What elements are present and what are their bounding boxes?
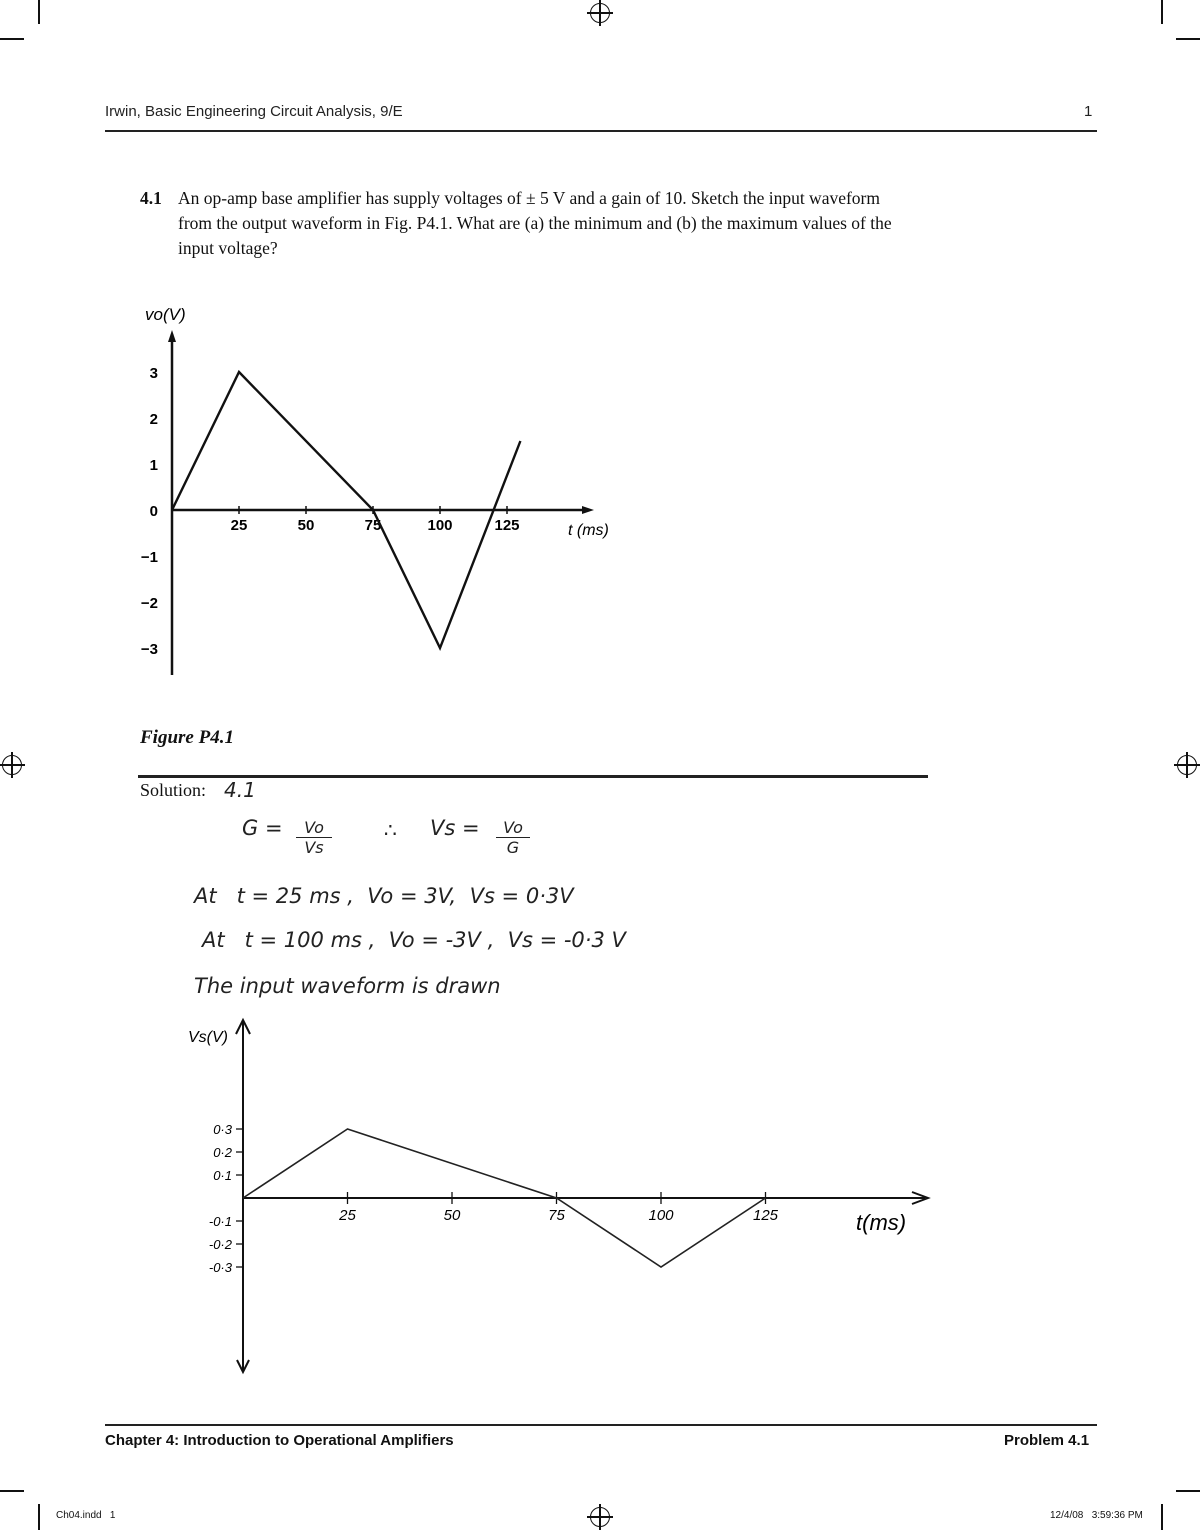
problem-number: 4.1 (140, 188, 162, 208)
solution-line-waveform: The input waveform is drawn (194, 974, 501, 998)
y-axis-label (145, 305, 186, 324)
solution-number: 4.1 (224, 778, 256, 802)
registration-mark-icon (1177, 755, 1197, 775)
x-tick-label: 100 (648, 1207, 674, 1224)
running-header: Irwin, Basic Engineering Circuit Analysis, 9/E (105, 103, 403, 120)
slug-filename: Ch04.indd 1 (56, 1510, 116, 1521)
registration-mark-icon (2, 755, 22, 775)
equation-input (430, 816, 480, 840)
equation-input-denominator: G (506, 838, 520, 857)
y-tick-label: −1 (140, 549, 158, 566)
equation-input-lhs: Vs = (430, 816, 480, 840)
x-axis-label: t (ms) (568, 522, 609, 539)
x-tick-label: 25 (230, 517, 248, 534)
y-tick-label: 0·2 (213, 1145, 232, 1160)
output-waveform-chart (100, 290, 660, 690)
x-tick-label: 25 (339, 1207, 356, 1224)
x-tick-label: 125 (494, 517, 520, 534)
crop-mark (38, 1504, 40, 1530)
y-tick-label: -0·2 (208, 1237, 232, 1252)
input-waveform-chart (180, 1010, 960, 1390)
problem-statement (140, 186, 940, 261)
y-tick-label: −3 (140, 641, 158, 658)
crop-mark (1161, 1504, 1163, 1530)
x-tick-label: 75 (548, 1207, 565, 1224)
header-rule (105, 130, 1097, 132)
equation-gain (242, 816, 283, 840)
therefore-symbol: ∴ (384, 818, 397, 842)
x-tick-label: 125 (752, 1207, 779, 1224)
y-tick-label: 1 (149, 457, 158, 474)
equation-gain-lhs: G = (242, 816, 283, 840)
crop-mark (38, 0, 40, 24)
y-tick-label: 3 (149, 365, 158, 382)
slug-datetime: 12/4/08 3:59:36 PM (1050, 1510, 1143, 1521)
y-axis-label-text: vo(V) (145, 305, 186, 324)
solution-line-25ms: At t = 25 ms , Vo = 3V, Vs = 0·3V (194, 884, 574, 908)
x-tick-label: 75 (364, 517, 382, 534)
y-tick-label: 0·1 (213, 1168, 232, 1183)
page-number: 1 (1084, 103, 1093, 120)
crop-mark (1176, 1490, 1200, 1492)
y-axis-label: Vs(V) (188, 1029, 228, 1046)
solution-rule (138, 775, 928, 778)
x-axis-label: t(ms) (856, 1210, 907, 1235)
y-tick-label: −2 (140, 595, 158, 612)
y-tick-label: -0·1 (208, 1214, 232, 1229)
crop-mark (1161, 0, 1163, 24)
equation-input-numerator: Vo (496, 818, 530, 838)
crop-mark (0, 38, 24, 40)
x-axis-arrow (582, 506, 594, 514)
y-tick-label: 2 (149, 411, 158, 428)
solution-label: Solution: (140, 780, 207, 800)
equation-input-fraction (496, 818, 530, 857)
crop-mark (0, 1490, 24, 1492)
footer-rule (105, 1424, 1097, 1426)
y-tick-label: 0 (149, 503, 158, 520)
y-axis-arrow (168, 330, 176, 342)
registration-mark-icon (590, 1507, 610, 1527)
y-tick-label: 0·3 (213, 1122, 232, 1137)
crop-mark (1176, 38, 1200, 40)
x-tick-label: 50 (297, 517, 315, 534)
registration-mark-icon (590, 3, 610, 23)
x-tick-label: 50 (443, 1207, 461, 1224)
solution-line-100ms: At t = 100 ms , Vo = -3V , Vs = -0·3 V (202, 928, 626, 952)
problem-text: An op-amp base amplifier has supply voltages of ± 5 V and a gain of 10. Sketch the input waveform from the output waveform in Fig. P4.1. What are (a) the minimum and (b) the maximum values of the input voltage? (178, 188, 892, 258)
y-tick-label: -0·3 (208, 1260, 232, 1275)
footer-problem: Problem 4.1 (1004, 1432, 1090, 1449)
figure-caption: Figure P4.1 (140, 727, 234, 748)
equation-gain-numerator: Vo (296, 818, 332, 838)
equation-gain-fraction (296, 818, 332, 857)
x-tick-label: 100 (427, 517, 453, 534)
footer-chapter: Chapter 4: Introduction to Operational Amplifiers (105, 1432, 454, 1449)
equation-gain-denominator: Vs (304, 838, 324, 857)
